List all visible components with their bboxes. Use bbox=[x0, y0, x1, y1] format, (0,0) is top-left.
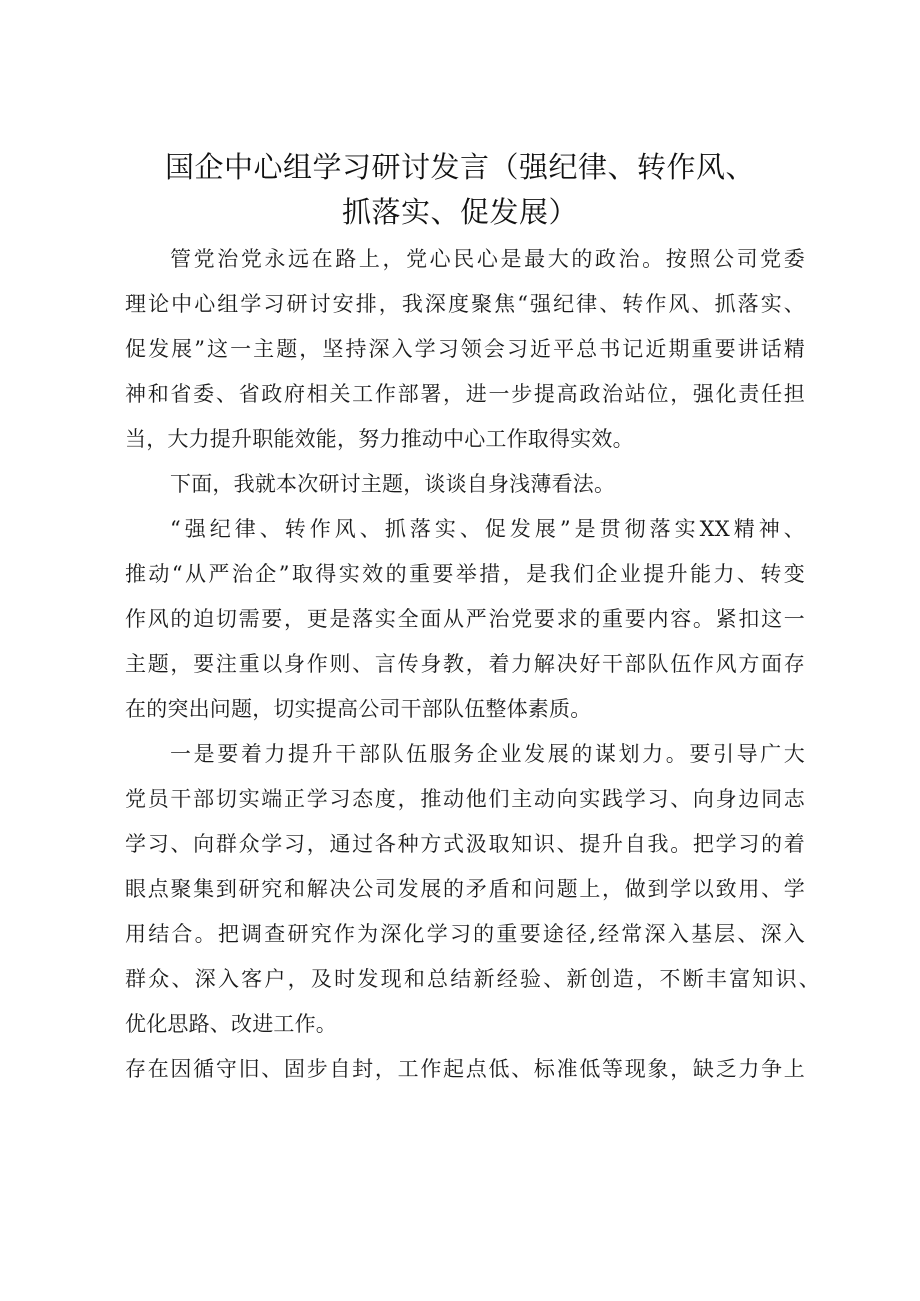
paragraph-line: 存在因循守旧、固步自封，工作起点低、标准低等现象，缺乏力争上 bbox=[125, 1057, 805, 1081]
paragraph-line: 眼点聚集到研究和解决公司发展的矛盾和问题上，做到学以致用、学 bbox=[125, 877, 805, 901]
paragraph-line: 主题，要注重以身作则、言传身教，着力解决好干部队伍作风方面存 bbox=[125, 652, 805, 676]
paragraph-line: 一是要着力提升干部队伍服务企业发展的谋划力。要引导广大 bbox=[170, 742, 805, 766]
paragraph-line: 作风的迫切需要，更是落实全面从严治党要求的重要内容。紧扣这一 bbox=[125, 607, 805, 631]
paragraph-line: 神和省委、省政府相关工作部署，进一步提高政治站位，强化责任担 bbox=[125, 382, 805, 406]
paragraph-line: 在的突出问题，切实提高公司干部队伍整体素质。 bbox=[125, 697, 592, 721]
paragraph-line: 学习、向群众学习，通过各种方式汲取知识、提升自我。把学习的着 bbox=[125, 832, 805, 856]
paragraph-line: 推动“从严治企”取得实效的重要举措，是我们企业提升能力、转变 bbox=[125, 562, 805, 586]
paragraph-line: 理论中心组学习研讨安排，我深度聚焦“强纪律、转作风、抓落实、 bbox=[125, 292, 805, 316]
paragraph-line: 用结合。把调查研究作为深化学习的重要途径,经常深入基层、深入 bbox=[125, 922, 805, 946]
paragraph-line: 优化思路、改进工作。 bbox=[125, 1012, 337, 1036]
document-title-line-2: 抓落实、促发展） bbox=[341, 195, 578, 229]
paragraph-line: 当，大力提升职能效能，努力推动中心工作取得实效。 bbox=[125, 427, 634, 451]
paragraph-line: 下面，我就本次研讨主题，谈谈自身浅薄看法。 bbox=[170, 472, 616, 496]
paragraph-line: 党员干部切实端正学习态度，推动他们主动向实践学习、向身边同志 bbox=[125, 787, 805, 811]
document-title-line-1: 国企中心组学习研讨发言（强纪律、转作风、 bbox=[164, 150, 755, 184]
paragraph-line: 促发展”这一主题，坚持深入学习领会习近平总书记近期重要讲话精 bbox=[125, 337, 805, 361]
paragraph-line: 管党治党永远在路上，党心民心是最大的政治。按照公司党委 bbox=[170, 247, 805, 271]
paragraph-line: “强纪律、转作风、抓落实、促发展”是贯彻落实XX精神、 bbox=[170, 517, 805, 541]
paragraph-line: 群众、深入客户，及时发现和总结新经验、新创造，不断丰富知识、 bbox=[125, 967, 820, 991]
